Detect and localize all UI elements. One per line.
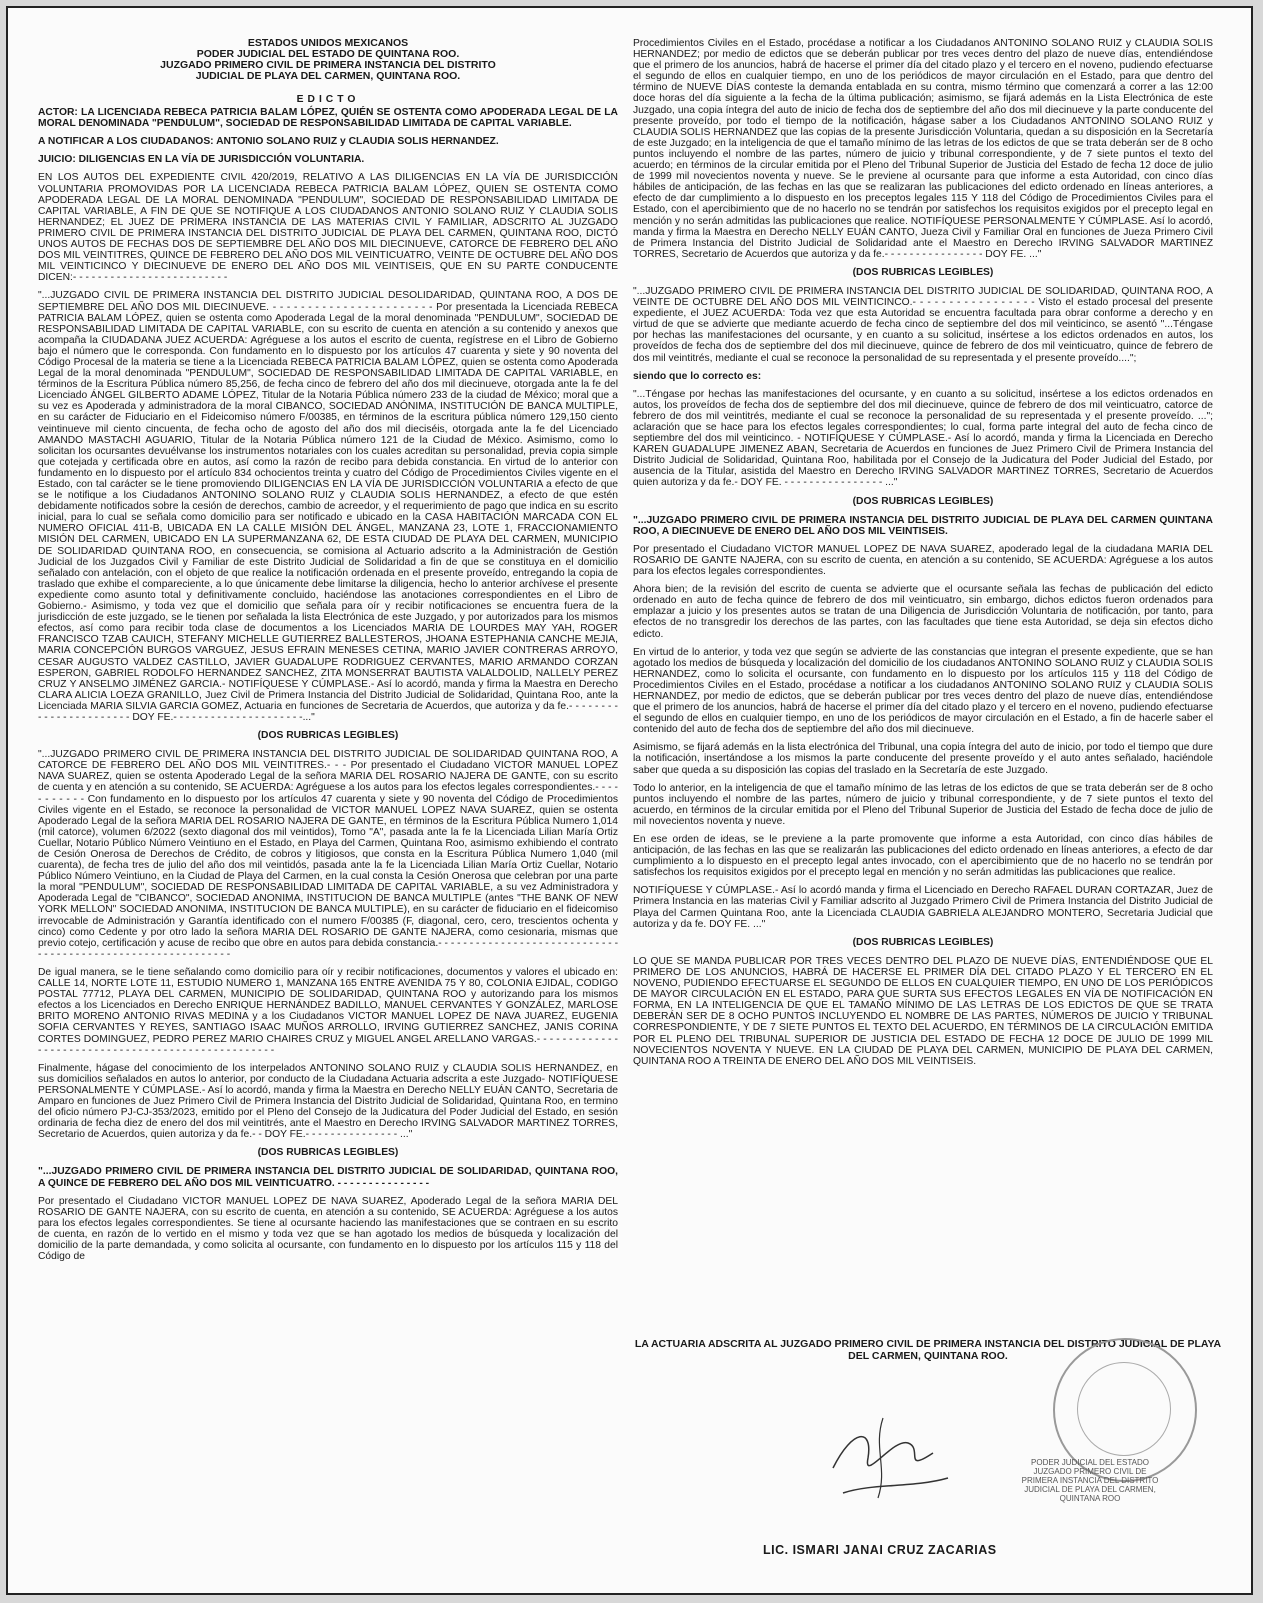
order-2026-paragraph: En virtud de lo anterior, y toda vez que según se advierte de las constancias que integran el presente expediente, que se han agotado los medios de búsqueda y localización del domicilio de los ciudadanos ANTONINO SOLANO RUIZ y CLAUDIA SOLIS HERNANDEZ, como lo solicita el ocursante, con fundamento en lo dispuesto por los artículos 115 y 118 del Código de Procedimientos Civiles en el Estado, procédase a notificar a los ciudadanos ANTONINO SOLANO RUIZ y CLAUDIA SOLIS HERNANDEZ, por medio de edictos, que se deberán publicar por tres veces dentro del plazo de nueve días, entendiéndose que el primero de los anuncios, habrá de hacerse el primer día del citado plazo y el tercero en el noveno, pudiendo efectuarse el segundo de ellos en cualquier tiempo, en uno de los periódicos de mayor circulación en el Estado, a fin de hacerle saber el contenido del auto de fecha dos de septiembre del año dos mil diecinueve. [633,646,1213,736]
order-2026-paragraph: Todo lo anterior, en la inteligencia de que el tamaño mínimo de las letras de los edictos de que se trata deberán ser de 8 ocho puntos incluyendo el nombre de las partes, número de juicio y tribunal correspondiente, y de 7 siete puntos el texto del acuerdo, en términos de la circular emitida por el Pleno del Tribunal Superior de Justicia del Estado de fecha doce de julio de mil novecientos noventa y nueve. [633,782,1213,827]
rubricas-label: (DOS RUBRICAS LEGIBLES) [852,266,994,278]
domicile-paragraph: De igual manera, se le tiene señalando como domicilio para oír y recibir notificaciones, documentos y valores el ubicado en: CALLE 14, NORTE LOTE 11, ESTUDIO NUMERO 1, MANZANA 165 ENTRE AVENIDA 75 Y 80, COLONIA EJIDAL, CODIGO POSTAL 77712, PLAYA DEL CARMEN, MUNICIPIO DE SOLIDARIDAD, QUINTANA ROO y autorizando para los mismos efectos a los Licenciados en Derecho ENRIQUE HERNÁNDEZ BADILLO, MANUEL CERVANTES Y GONZÁLEZ, MARLOSE BRITO MORENO ANTONIO RIVAS MEDINA y a los Ciudadanos VICTOR MANUEL LOPEZ DE NAVA JUAREZ, EUGENIA SOFIA CERVANTES Y REYES, SANTIAGO ISAAC MUÑOS ARROLLO, IRVING GUTIERREZ SANCHEZ, JANIS CORINA CORTES DOMINGUEZ, PEDRO PEREZ MARIO CHAIRES CRUZ y MIGUEL ANGEL ARELLANO VARGAS.- - - - - - - - - - - - - - - - - - - - - - - - - - - - - - - - - - - - - - - - - - - - - - - - - - - [38,966,618,1056]
order-2026-paragraph: Ahora bien; de la revisión del escrito de cuenta se advierte que el ocursante señala las fechas de publicación del edicto ordenado en auto de fecha quince de febrero de dos mil veinticuatro, sin embargo, dichos edictos fueron ordenados para emplazar a juicio y los presentes autos se tratan de una Diligencia de Jurisdicción Voluntaria de notificación, por tanto, para efectos de no transgredir los derechos de las partes, con las facultades que tiene esta Autoridad, se deja sin efectos dicho edicto. [633,584,1213,640]
order-2025-paragraph: "...JUZGADO PRIMERO CIVIL DE PRIMERA INSTANCIA DEL DISTRITO JUDICIAL DE SOLIDARIDAD, QUINTANA ROO, A VEINTE DE OCTUBRE DEL AÑO DOS MIL VEINTICINCO.- - - - - - - - - - - - - - - - - Visto el estado procesal del presente expediente, el JUEZ ACUERDA: Toda vez que esta Autoridad se encuentra facultada para obrar conforme a derecho y en virtud de que se advierte que mediante acuerdo de fecha cinco de septiembre del dos mil veinticinco, se asentó "...Téngase por hechas las manifestaciones del ocursante, y en cuanto a su solicitud, insértese a los edictos ordenados en autos, los proveídos de fecha dos de septiembre del dos mil diecinueve, quince de febrero de dos mil veinticuatro, quince de febrero de dos mil veintitrés, mediante el cual se reconoce la personalidad de su representada y el presente proveído...."; [633,285,1213,364]
intro-paragraph: EN LOS AUTOS DEL EXPEDIENTE CIVIL 420/2019, RELATIVO A LAS DILIGENCIAS EN LA VÍA DE JURISDICCIÓN VOLUNTARIA PROMOVIDAS POR LA LICENCIADA REBECA PATRICIA BALAM LÓPEZ, QUIEN SE OSTENTA COMO APODERADA LEGAL DE LA MORAL DENOMINADA "PENDULUM", SOCIEDAD DE RESPONSABILIDAD LIMITADA DE CAPITAL VARIABLE, A FIN DE QUE SE NOTIFIQUE A LOS CIUDADANOS ANTONIO SOLANO RUIZ Y CLAUDIA SOLIS HERNANDEZ; EL JUEZ DE PRIMERA INSTANCIA DE LAS MATERIAS CIVIL Y FAMILIAR, ADSCRITO AL JUZGADO PRIMERO CIVIL DE PRIMERA INSTANCIA DEL DISTRITO JUDICIAL DE PLAYA DEL CARMEN, QUINTANA ROO, DICTÓ UNOS AUTOS DE FECHAS DOS DE SEPTIEMBRE DEL AÑO DOS MIL DIECINUEVE, CATORCE DE FEBRERO DEL AÑO DOS MIL VEINTITRES, QUINCE DE FEBRERO DEL AÑO DOS MIL VEINTICUATRO, VEINTE DE OCTUBRE DEL AÑO DOS MIL VEINTICINCO Y DIECINUEVE DE ENERO DEL AÑO DOS MIL VEINTISEIS, QUE EN SU PARTE CONDUCENTE DICEN:- - - - - - - - - - - - - - - - - - - - - - - - - [38,172,618,284]
rubricas-label: (DOS RUBRICAS LEGIBLES) [257,1147,399,1159]
header-line: JUDICIAL DE PLAYA DEL CARMEN, QUINTANA ROO. [195,70,461,82]
correction-paragraph: "...Téngase por hechas las manifestaciones del ocursante, y en cuanto a su solicitud, insértese a los edictos ordenados en autos, los proveídos de fecha dos de septiembre del dos mil diecinueve, quince de febrero de dos mil veinticuatro, catorce de febrero de dos mil veintitrés, mediante el cual se reconoce la personalidad de su representada y el presente proveído. ..."; aclaración que se hace para los efectos legales correspondientes; lo cual, forma parte integral del auto de fecha cinco de septiembre del dos mil veinticinco. - NOTIFÍQUESE Y CÚMPLASE.- Así lo acordó, manda y firma la Licenciada en Derecho KAREN GUADALUPE JIMENEZ ABAN, Secretaria de Acuerdos en funciones de Juez Primero Civil de Primera Instancia del Distrito Judicial de Solidaridad, Quintana Roo, habilitada por el Consejo de la Judicatura del Poder Judicial del Estado, por ausencia de la Titular, asistida del Maestro en Derecho IRVING SALVADOR MARTINEZ TORRES, Secretario de Acuerdos quien autoriza y da fe.- DOY FE. - - - - - - - - - - - - - - - - ..." [633,388,1213,489]
order-2026-paragraph: Por presentado el Ciudadano VICTOR MANUEL LOPEZ DE NAVA SUAREZ, apoderado legal de la ciudadana MARIA DEL ROSARIO DE GANTE NAJERA, con su escrito de cuenta, en atención a su contenido, SE ACUERDA: Agréguese a los autos para los efectos legales correspondientes. [633,543,1213,578]
header-line: ESTADOS UNIDOS MEXICANOS [247,37,409,49]
correction-label: siendo que lo correcto es: [633,370,762,382]
rubricas-label: (DOS RUBRICAS LEGIBLES) [852,495,994,507]
order-2026-paragraph: NOTIFÍQUESE Y CÚMPLASE.- Así lo acordó manda y firma el Licenciado en Derecho RAFAEL DURAN CORTAZAR, Juez de Primera Instancia en las materias Civil y Familiar adscrito al Juzgado Primero Civil de Primera Instancia del Distrito Judicial de Playa del Carmen Quintana Roo, ante la Licenciada CLAUDIA GABRIELA ALEJANDRO MONTERO, Secretaria Judicial que autoriza y da fe. DOY FE. ..." [633,885,1213,930]
actor-paragraph: ACTOR: LA LICENCIADA REBECA PATRICIA BALAM LÓPEZ, QUIÉN SE OSTENTA COMO APODERADA LEGAL DE LA MORAL DENOMINADA "PENDULUM", SOCIEDAD DE RESPONSABILIDAD LIMITADA DE CAPITAL VARIABLE. [38,107,618,130]
order-2023-paragraph: "...JUZGADO PRIMERO CIVIL DE PRIMERA INSTANCIA DEL DISTRITO JUDICIAL DE SOLIDARIDAD QUINTANA ROO, A CATORCE DE FEBRERO DEL AÑO DOS MIL VEINTITRES.- - - Por presentado el Ciudadano VICTOR MANUEL LOPEZ NAVA SUAREZ, quien se ostenta Apoderado Legal de la señora MARIA DEL ROSARIO NAJERA DE GANTE, con su escrito de cuenta y en atención a su contenido, SE ACUERDA: Agréguese a los autos para los efectos legales correspondientes.- - - - - - - - - - - Con fundamento en lo dispuesto por los artículos 47 cuarenta y siete y 90 noventa del Código de Procedimientos Civiles vigente en el Estado, se reconoce la personalidad de VICTOR MANUEL LOPEZ NAVA SUAREZ, quien se ostenta Apoderado Legal de la señora MARIA DEL ROSARIO NAJERA DE GANTE, en términos de la Escritura Pública Numero 1,014 (mil catorce), volumen 6/2022 (sexto diagonal dos mil veintidos), Tomo "A", pasada ante la fe la Licenciada Lilian María Ortiz Cuellar, Notario Público Número Veintiuno en el Estado, en Playa del Carmen, Quintana Roo, asimismo exhibiendo el contrato de Cesión Onerosa de Derechos de Crédito, de cobros y litigiosos, que consta en la Escritura Pública Numero 1,040 (mil cuarenta), de fecha tres de julio del año dos mil veintidós, pasada ante la fe la Licenciada Lilian María Ortiz Cuellar, Notario Público Número Veintiuno, en la Ciudad de Playa del Carmen, en la cual consta la Cesión Onerosa que celebran por una parte la moral "PENDULUM", SOCIEDAD DE RESPONSABILIDAD LIMITADA DE CAPITAL VARIABLE, a su vez Administradora y Apoderada Legal de "CIBANCO", SOCIEDAD ANONIMA, INSTITUCION DE BANCA MULTIPLE (antes "THE BANK OF NEW YORK MELLON" SOCIEDAD ANONIMA, INSTITUCION DE BANCA MULTIPLE), en su carácter de fiduciario en el fideicomiso irrevocable de Administración y Garantía identificado con el numero F/00385 (F, diagonal, cero, cero, trescientos ochenta y cinco) como Cedente y por otro lado la señora MARIA DEL ROSARIO DE GANTE NAJERA, como cesionaria, mismas que previo cotejo, certificación y acuse de recibo que obre en autos para debida constancia.- - - - - - - - - - - - - - - - - - - - - - - - - - - - - - - - - - - - - - - - - - - - - - - - - - - - - - - - - - - - [38,749,618,960]
edicto-title: EDICTO [296,94,360,105]
order-2024-continued: Procedimientos Civiles en el Estado, procédase a notificar a los Ciudadanos ANTONINO SOLANO RUIZ y CLAUDIA SOLIS HERNANDEZ; por medio de edictos que se deberán publicar por tres veces dentro del plazo de nueve días, entendiéndose que el primero de los anuncios, habrá de hacerse el primer día del citado plazo y el tercero en el noveno, pudiendo efectuarse el segundo de ellos en cualquier tiempo, en uno de los periódicos de mayor circulación en el Estado, para que dentro del término de NUEVE DÍAS conteste la demanda entablada en su contra, mismo término que comenzará a correr a las 12:00 doce horas del día siguiente a la fecha de la última publicación; asimismo, se fijará además en la Lista Electrónica de este Juzgado, una copia íntegra del auto de inicio de fecha dos de septiembre del año dos mil diecinueve y la parte conducente del presente proveído, por todo el tiempo de la notificación, hágase saber a los Ciudadanos ANTONINO SOLANO RUIZ y CLAUDIA SOLIS HERNANDEZ que las copias de la presente Jurisdicción Voluntaria, quedan a su disposición en la Secretaría de este Juzgado; en la inteligencia de que el tamaño mínimo de las letras de los edictos de que se trata deberán ser de 8 ocho puntos incluyendo el nombre de las partes, número de juicio y tribunal correspondiente, y de 7 siete puntos el texto del acuerdo; en términos de la circular emitida por el Pleno del Tribunal Superior de Justicia del Estado de fecha 12 doce de julio de 1999 mil novecientos noventa y nueve. Se le previene al ocursante para que informe a esta Autoridad, con cinco días hábiles de anticipación, de las fechas en las que se realizaran las publicaciones del edicto ordenado en líneas anteriores, a efecto de dar cumplimiento a lo dispuesto en los preceptos legales 115 Y 118 del Código de Procedimientos Civiles para el Estado, con el apercibimiento que de no hacerlo no se tendrán por satisfechos los requisitos exigidos por el precepto legal en mención y no serán admitidas las publicaciones que realice. NOTIFÍQUESE PERSONALMENTE Y CÚMPLASE. Así lo acordó, manda y firma la Maestra en Derecho NELLY EUÁN CANTO, Jueza Civil y Familiar Oral en funciones de Jueza Primero Civil de Primera Instancia del Distrito Judicial de Solidaridad ante el Maestro en Derecho IRVING SALVADOR MARTINEZ TORRES, Secretario de Acuerdos que autoriza y da fe.- - - - - - - - - - - - - - - - DOY FE. ..." [633,38,1213,260]
header-line: PODER JUDICIAL DEL ESTADO DE QUINTANA ROO. [196,48,460,60]
actuaria-title: LA ACTUARIA ADSCRITA AL JUZGADO PRIMERO CIVIL DE PRIMERA INSTANCIA DEL DISTRITO JUDICIAL DE PLAYA DEL CARMEN, QUINTANA ROO. [634,1338,1222,1362]
final-2023-paragraph: Finalmente, hágase del conocimiento de los interpelados ANTONINO SOLANO RUIZ y CLAUDIA SOLIS HERNANDEZ, en sus domicilios señalados en autos lo anterior, por conducto de la Ciudadana Actuaria adscrita a este Juzgado- NOTIFÍQUESE PERSONALMENTE Y CÚMPLASE.- Así lo acordó, manda y firma la Maestra en Derecho NELLY EUÁN CANTO, Secretaria de Amparo en funciones de Juez Primero Civil de Primera Instancia del Distrito Judicial de Solidaridad, Quintana Roo, en termino del oficio número PJ-CJ-353/2023, emitido por el Pleno del Consejo de la Judicatura del Poder Judicial del Estado, en sesión ordinaria de fecha diez de enero del dos mil veintitrés, ante el Maestro en Derecho IRVING SALVADOR MARTINEZ TORRES, Secretario de Acuerdos, quien autoriza y da fe.- - DOY FE.- - - - - - - - - - - - - - - ..." [38,1062,618,1141]
court-stamp: PODER JUDICIAL DEL ESTADO JUZGADO PRIMERO CIVIL DE PRIMERA INSTANCIA DEL DISTRITO JUDICIAL DE PLAYA DEL CARMEN, QUINTANA ROO [1021,1458,1159,1503]
order-2019-paragraph: "...JUZGADO CIVIL DE PRIMERA INSTANCIA DEL DISTRITO JUDICIAL DESOLIDARIDAD, QUINTANA ROO, A DOS DE SEPTIEMBRE DEL AÑO DOS MIL DIECINUEVE. - - - - - - - - - - - - - - - - - - - - - - - Por presentada la Licenciada REBECA PATRICIA BALAM LÓPEZ, quien se ostenta como Apoderada Legal de la moral denominada "PENDULUM", SOCIEDAD DE RESPONSABILIDAD LIMITADA DE CAPITAL VARIABLE, con su escrito de cuenta en atención a su contenido y anexos que acompaña la CIUDADANA JUEZ ACUERDA: Agréguese a los autos el escrito de cuenta, regístrese en el Libro de Gobierno bajo el número que le corresponda. Con fundamento en lo dispuesto por los artículos 47 cuarenta y siete y 90 noventa del Código Procesal de la materia se tiene a la Licenciada REBECA PATRICIA BALAM LÓPEZ, quien se ostenta como Apoderada Legal de la moral denominada "PENDULUM", SOCIEDAD DE RESPONSABILIDAD LIMITADA DE CAPITAL VARIABLE, en términos de la Escritura Pública número 85,256, de fecha cinco de febrero del año dos mil diecinueve, otorgada ante la fe del Licenciado ÁNGEL GILBERTO ADAME LÓPEZ, Titular de la Notaria Pública número 233 de la ciudad de México; moral que a su vez es Apoderada y administradora de la moral CIBANCO, SOCIEDAD ANÓNIMA, INSTITUCIÓN DE BANCA MULTIPLE, en su carácter de Fiduciario en el Fideicomiso número F/00385, en términos de la escritura pública número 129,150 ciento veintinueve mil ciento cincuenta, de fecha ocho de agosto del año dos mil dieciséis, otorgada ante la fe del Licenciado AMANDO MASTACHI AGUARIO, Titular de la Notaria Pública número 121 de la Ciudad de México. Asimismo, como lo solicitan los ocursantes devuélvanse los instrumentos notariales con los cuales acreditan su personalidad, previa copia simple que cotejada y certificada obre en autos, así como la razón de recibo para debida constancia. En virtud de lo anterior con fundamento en lo dispuesto por el artículo 834 ochocientos treinta y cuatro del Código de Procedimientos Civiles vigente en el Estado, con tal carácter se le tiene promoviendo DILIGENCIAS EN LA VÍA DE JURISDICCIÓN VOLUNTARIA a efecto de que se le notifique a los Ciudadanos ANTONINO SOLANO RUIZ y CLAUDIA SOLIS HERNANDEZ, a efecto de que estén debidamente notificados sobre la cesión de derechos, cambio de acreedor, y el requerimiento de pago que indica en su escrito inicial, para lo cual se señala como domicilio para ser notificado e ubicado en la CASA HABITACIÓN MARCADA CON EL NUMERO OFICIAL 411-B, UBICADA EN LA CALLE MISIÓN DEL ÁNGEL, MANZANA 23, LOTE 1, FRACCIONAMIENTO MISIÓN DEL CARMEN, UBICADO EN LA SUPERMANZANA 62, DE ESTA CIUDAD DE PLAYA DEL CARMEN, MUNICIPIO DE SOLIDARIDAD QUINTANA ROO, en consecuencia, se comisiona al Actuario adscrito a la Administración de Gestión Judicial de los Juzgados Civil y Familiar de este Distrito Judicial de Solidaridad a fin de que se constituya en el domicilio señalado con antelación, con el objeto de que realice la notificación ordenada en el presente proveído, entregando la copia de traslado que exhibe el compareciente, a lo que únicamente debe limitarse la diligencia, hecho lo anterior archívese el presente expediente como asunto total y definitivamente concluido, haciéndose las anotaciones correspondientes en el Libro de Gobierno.- Asimismo, y toda vez que el domicilio que señala para oír y recibir notificaciones se encuentra fuera de la jurisdicción de este juzgado, se le tienen por señalada la lista Electrónica de este Juzgado, y por autorizados para los mismos efectos, así como para recibir toda clase de documentos a los Licenciados MARIA DE LOURDES MAY YAH, ROGER FRANCISCO TZAB CAUICH, STEFANY MICHELLE GUTIERREZ BALLESTEROS, JHOANA ESTEPHANIA CANCHE MEJIA, MARIA CONCEPCIÓN BURGOS VARGUEZ, JESUS EFRAIN MENESES CETINA, MARIO JAVIER CONTRERAS ARROYO, CESAR AUGUSTO VALDEZ CASTILLO, JAVIER GUADALUPE RODRIGUEZ CERVANTES, MARIO ARMANDO CORZAN ESPERON, GABRIEL RODOLFO HERNANDEZ SANCHEZ, ZITA MONSERRAT BAUTISTA VALALDOLID, NALLELY PEREZ CRUZ Y ANSELMO JIMÉNEZ GARCIA.- NOTIFÍQUESE Y CÚMPLASE.- Así lo acordó, manda y firma la Maestra en Derecho CLARA ALICIA LOEZA GRANILLO, Juez Civil de Primera Instancia del Distrito Judicial de Solidaridad, Quintana Roo, ante la Licenciada MARIA SILVIA GARCIA GOMEZ, Actuaria en funciones de Secretaria de Acuerdos, que autoriza y da fe.- - - - - - - - - - - - - - - - - - - - - - - DOY FE.- - - - - - - - - - - - - - - - - - - - -..." [38,290,618,723]
rubricas-label: (DOS RUBRICAS LEGIBLES) [257,730,399,742]
rubricas-label: (DOS RUBRICAS LEGIBLES) [852,936,994,948]
order-2026-paragraph: Asimismo, se fijará además en la lista electrónica del Tribunal, una copia íntegra del auto de inicio, por todo el tiempo que dure la notificación, insertándose a los mismos la parte conducente del presente proveído y el auto antes señalado, haciéndole saber que queda a su disposición las copias del traslado en la Secretaría de este Juzgado. [633,742,1213,776]
edict-page [6,6,1253,1595]
order-2026-paragraph: En ese orden de ideas, se le previene a la parte promovente que informe a esta Autoridad, con cinco días hábiles de anticipación, de las fechas en las que se realizarán las publicaciones del edicto ordenado en líneas anteriores, a efecto de dar cumplimiento a lo dispuesto en el precepto legal antes invocado, con el apercibimiento que de no hacerlo no se tendrán por satisfechos los requisitos exigidos por el precepto legal en mención y no serán admitidas las publicaciones que realice. [633,834,1213,879]
signature-block [633,1338,1223,1578]
order-2026-heading: "...JUZGADO PRIMERO CIVIL DE PRIMERA INSTANCIA DEL DISTRITO JUDICIAL DE PLAYA DEL CARMEN QUINTANA ROO, A DIECINUEVE DE ENERO DEL AÑO DOS MIL VEINTISEIS. [633,514,1213,537]
header-line: JUZGADO PRIMERO CIVIL DE PRIMERA INSTANCIA DEL DISTRITO [160,59,496,71]
signer-name: LIC. ISMARI JANAI CRUZ ZACARIAS [763,1543,997,1557]
notify-paragraph: A NOTIFICAR A LOS CIUDADANOS: ANTONIO SOLANO RUIZ y CLAUDIA SOLIS HERNANDEZ. [38,136,499,148]
trial-paragraph: JUICIO: DILIGENCIAS EN LA VÍA DE JURISDICCIÓN VOLUNTARIA. [38,154,365,166]
right-column [633,38,1213,1074]
handwritten-signature-icon [813,1398,963,1508]
order-2024-paragraph: Por presentado el Ciudadano VICTOR MANUEL LOPEZ DE NAVA SUAREZ, Apoderado Legal de la señora MARIA DEL ROSARIO DE GANTE NAJERA, con su escrito de cuenta, en atención a su contenido, SE ACUERDA: Agréguese a los autos para los efectos legales correspondientes. Se tiene al ocursante haciendo las manifestaciones que se contraen en su escrito de cuenta, en razón de lo vertido en el mismo y toda vez que se han agotado los medios de búsqueda y localización del domicilio de la parte demandada, y como solicita al ocursante, con fundamento en lo dispuesto por los artículos 115 y 118 del Código de [38,1195,618,1263]
left-column [38,38,618,1269]
publication-paragraph: LO QUE SE MANDA PUBLICAR POR TRES VECES DENTRO DEL PLAZO DE NUEVE DÍAS, ENTENDIÉNDOSE QUE EL PRIMERO DE LOS ANUNCIOS, HABRÁ DE HACERSE EL PRIMER DÍA DEL CITADO PLAZO Y EL TERCERO EN EL NOVENO, PUDIENDO EFECTUARSE EL SEGUNDO DE ELLOS EN CUALQUIER TIEMPO, EN UNO DE LOS PERIÓDICOS DE MAYOR CIRCULACIÓN EN EL ESTADO, PARA QUE SURTA SUS EFECTOS LEGALES EN VÍA DE NOTIFICACIÓN EN FORMA, EN LA INTELIGENCIA DE QUE EL TAMAÑO MÍNIMO DE LAS LETRAS DE LOS EDICTOS DE QUE SE TRATA DEBERÁN SER DE 8 OCHO PUNTOS INCLUYENDO EL NOMBRE DE LAS PARTES, NÚMEROS DE JUICIO Y TRIBUNAL CORRESPONDIENTE, Y DE 7 SIETE PUNTOS EL TEXTO DEL ACUERDO, EN TÉRMINOS DE LA CIRCULACIÓN EMITIDA POR EL PLENO DEL TRIBUNAL SUPERIOR DE JUSTICIA DEL ESTADO DE FECHA 12 DOCE DE JULIO DE 1999 MIL NOVECIENTOS NOVENTA Y NUEVE. EN LA CIUDAD DE PLAYA DEL CARMEN, MUNICIPIO DE PLAYA DEL CARMEN, QUINTANA ROO A TREINTA DE ENERO DEL AÑO DOS MIL VEINTISEIS. [633,955,1213,1067]
order-2024-heading: "...JUZGADO PRIMERO CIVIL DE PRIMERA INSTANCIA DEL DISTRITO JUDICIAL DE SOLIDARIDAD, QUINTANA ROO, A QUINCE DE FEBRERO DEL AÑO DOS MIL VEINTICUATRO. - - - - - - - - - - - - - - - [38,1166,618,1189]
